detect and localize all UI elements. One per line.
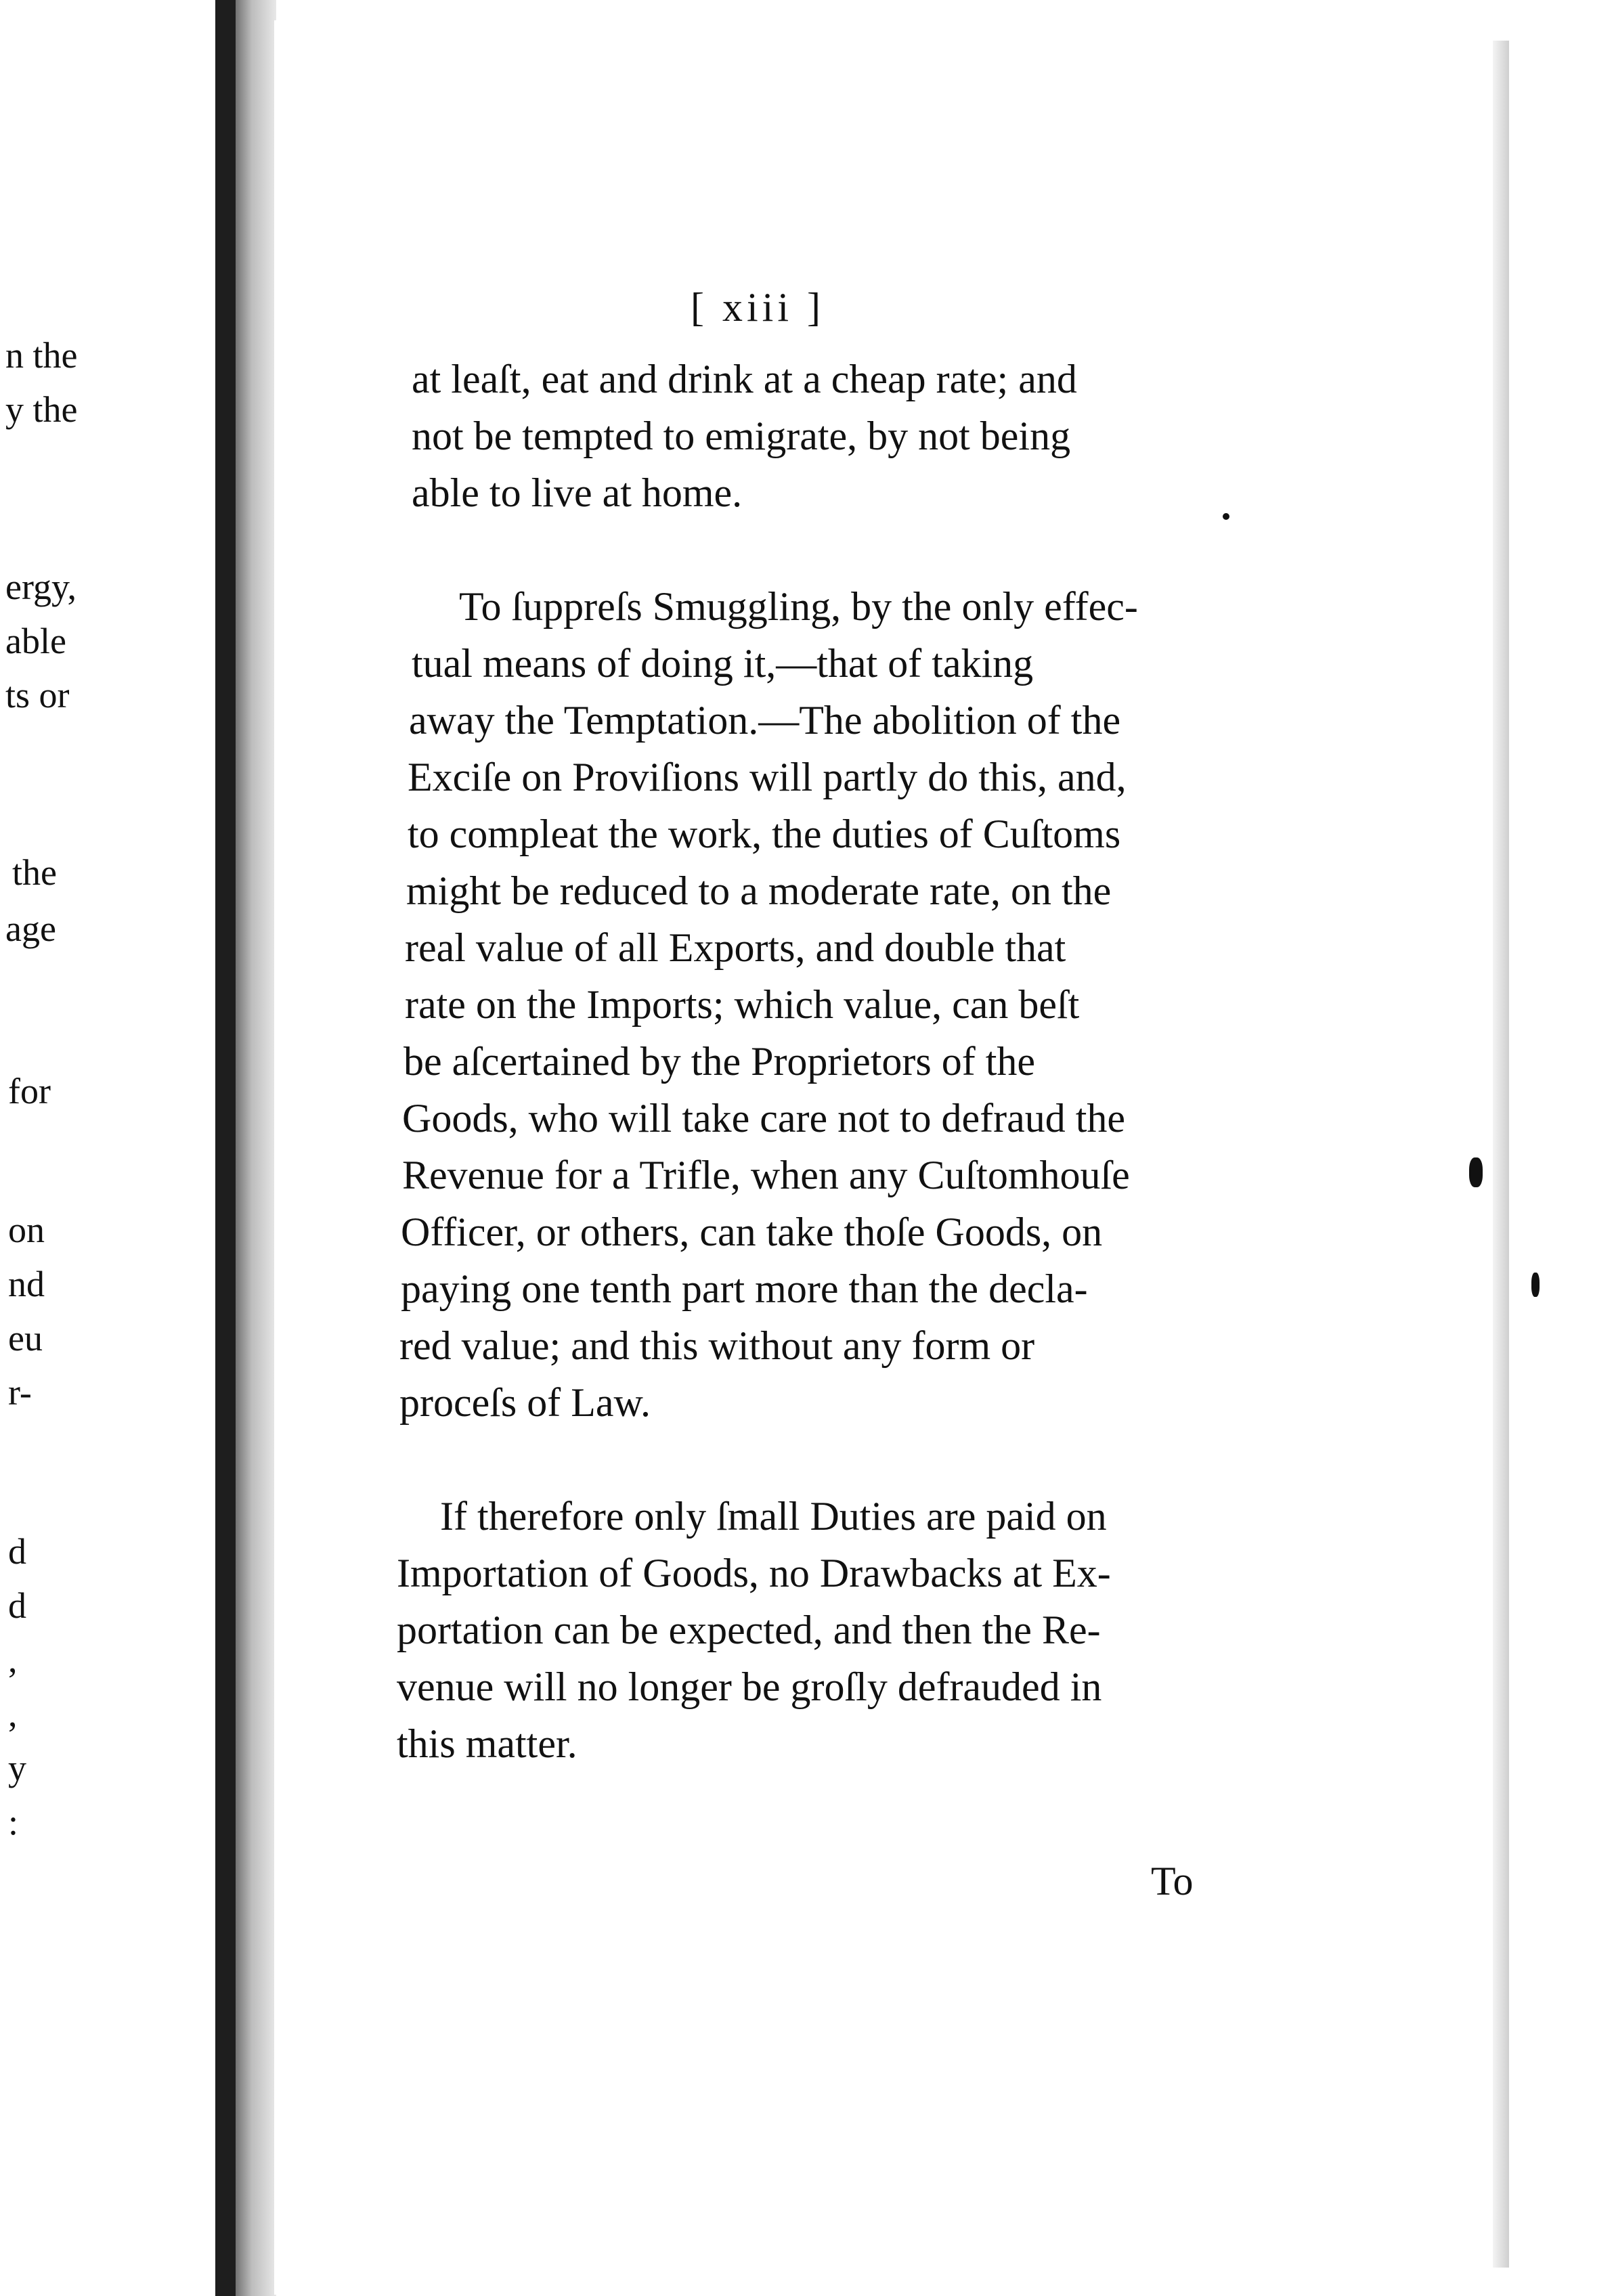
left-page-fragment: : — [8, 1802, 19, 1842]
text-line: away the Temptation.—The abolition of the — [409, 698, 1121, 743]
text-line: Revenue for a Trifle, when any Cuſtomhouſe — [402, 1153, 1130, 1197]
text-line: real value of all Exports, and double that — [405, 925, 1066, 970]
text-line: at leaſt, eat and drink at a cheap rate; and — [412, 357, 1077, 401]
left-page-fragment: d — [8, 1585, 26, 1626]
text-line: Exciſe on Proviſions will partly do this, and, — [408, 755, 1127, 799]
text-line: proceſs of Law. — [399, 1380, 651, 1425]
text-line: Importation of Goods, no Drawbacks at Ex- — [397, 1551, 1111, 1595]
text-line: not be tempted to emigrate, by not being — [412, 414, 1071, 458]
left-page-fragment: eu — [8, 1318, 43, 1359]
left-page-fragment: n the — [5, 335, 78, 376]
left-page-fragment: ergy, — [5, 567, 77, 607]
text-line: might be reduced to a moderate rate, on the — [406, 868, 1112, 913]
page-number: [ xiii ] — [691, 285, 825, 330]
ink-blot — [1531, 1273, 1540, 1297]
page-edge — [1493, 41, 1509, 2268]
ink-blot — [1469, 1157, 1483, 1187]
text-line: this matter. — [397, 1721, 577, 1766]
left-page-fragment: for — [8, 1071, 51, 1111]
left-page-fragment: r- — [8, 1372, 32, 1413]
left-page-fragment: age — [5, 908, 56, 949]
text-line: to compleat the work, the duties of Cuſtoms — [408, 812, 1121, 856]
text-line: rate on the Imports; which value, can beſt — [405, 982, 1080, 1027]
text-line: venue will no longer be groſly defrauded in — [397, 1664, 1102, 1709]
left-page-fragment: on — [8, 1210, 45, 1250]
left-page-fragment: ts or — [5, 675, 70, 715]
page-margin-right — [1509, 54, 1614, 2296]
catchword: To — [1151, 1859, 1194, 1903]
text-line: be aſcertained by the Proprietors of the — [404, 1039, 1035, 1084]
text-line: Officer, or others, can take thoſe Goods, on — [401, 1210, 1103, 1254]
text-line: To ſuppreſs Smuggling, by the only effec- — [459, 584, 1138, 629]
left-page-fragment: able — [5, 621, 66, 661]
left-page-fragment: , — [8, 1694, 18, 1734]
left-page-fragment: d — [8, 1531, 26, 1572]
left-page-fragment: nd — [8, 1264, 45, 1304]
left-page-fragment: the — [12, 852, 57, 893]
text-line: Goods, who will take care not to defraud the — [402, 1096, 1126, 1141]
left-facing-page — [0, 0, 217, 2296]
left-page-fragment: y — [8, 1748, 26, 1788]
text-line: able to live at home. — [412, 470, 743, 515]
gutter-edge — [215, 0, 236, 2296]
text-line: If therefore only ſmall Duties are paid on — [440, 1494, 1107, 1539]
left-page-fragment: , — [8, 1639, 18, 1680]
text-line: red value; and this without any form or — [399, 1323, 1035, 1368]
ink-speck — [1223, 513, 1229, 520]
text-line: tual means of doing it,—that of taking — [412, 641, 1034, 686]
text-line: portation can be expected, and then the Re- — [397, 1608, 1101, 1652]
left-page-fragment: y the — [5, 389, 78, 430]
text-line: paying one tenth part more than the decla- — [401, 1266, 1088, 1311]
